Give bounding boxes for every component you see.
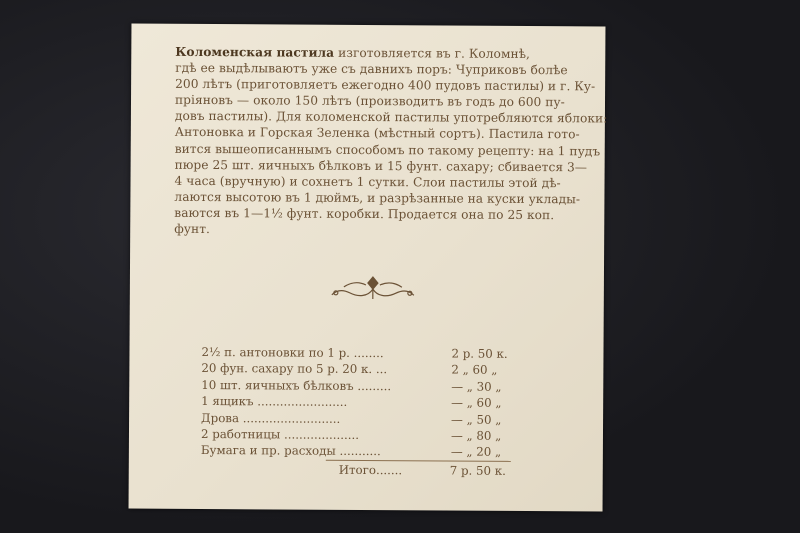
cost-table: [201, 344, 542, 461]
text-line: 4 часа (вручную) и сохнетъ 1 сутки. Слои пастилы этой дѣ-: [174, 173, 561, 190]
cost-row: 2 работницы .................... — „ 80 „: [200, 427, 502, 443]
text-line: ваются въ 1—1½ фунт. коробки. Продается она по 25 коп.: [174, 205, 555, 223]
text-line: фунт.: [174, 221, 210, 237]
total-row: [339, 463, 506, 478]
cost-row: 10 шт. яичныхъ бѣлковъ ......... — „ 30 „: [201, 377, 502, 394]
text-line: пюре 25 шт. яичныхъ бѣлковъ и 15 фунт. сахару; сбивается 3—: [174, 157, 588, 174]
text-line: пріяновъ — около 150 лѣтъ (производитъ въ годъ до 600 пу-: [174, 93, 565, 110]
total-amount: 7 р. 50 к.: [449, 463, 506, 478]
text-line: 200 лѣтъ (приготовляетъ ежегодно 400 пудовъ пастилы) и г. Ку-: [175, 77, 596, 94]
cost-row: 1 ящикъ ........................ — „ 60 „: [201, 394, 502, 411]
recipe-card: [129, 24, 606, 512]
cost-row: 2½ п. антоновки по 1 р. ........ 2 р. 50 к.: [201, 344, 508, 361]
cost-row: Бумага и пр. расходы ........... — „ 20 „: [200, 443, 502, 460]
cost-row: 20 фун. сахару по 5 р. 20 к. ... 2 „ 60 „: [201, 361, 498, 378]
card-title: Коломенская пастила: [175, 44, 335, 60]
text-line: Коломенская пастила изготовляется въ г. Коломнѣ,: [175, 44, 531, 61]
text-line: вится вышеописаннымъ способомъ по такому рецепту: на 1 пудъ: [174, 141, 601, 158]
text-line: довъ пастилы). Для коломенской пастилы употребляются яблоки:: [174, 109, 608, 126]
text-line: гдѣ ее выдѣлываютъ уже съ давнихъ поръ: Чуприковъ болѣе: [175, 60, 568, 78]
text-line: лаются высотою въ 1 дюймъ, и разрѣзанные на куски уклады-: [174, 189, 581, 207]
flourish-ornament: [328, 269, 418, 306]
cost-row: Дрова .......................... — „ 50 „: [201, 410, 502, 427]
total-divider: [326, 460, 511, 462]
description-text: [174, 44, 607, 240]
text-line: Антоновка и Горская Зеленка (мѣстный сортъ). Пастила гото-: [174, 125, 580, 142]
total-label: Итого.......: [338, 462, 403, 478]
